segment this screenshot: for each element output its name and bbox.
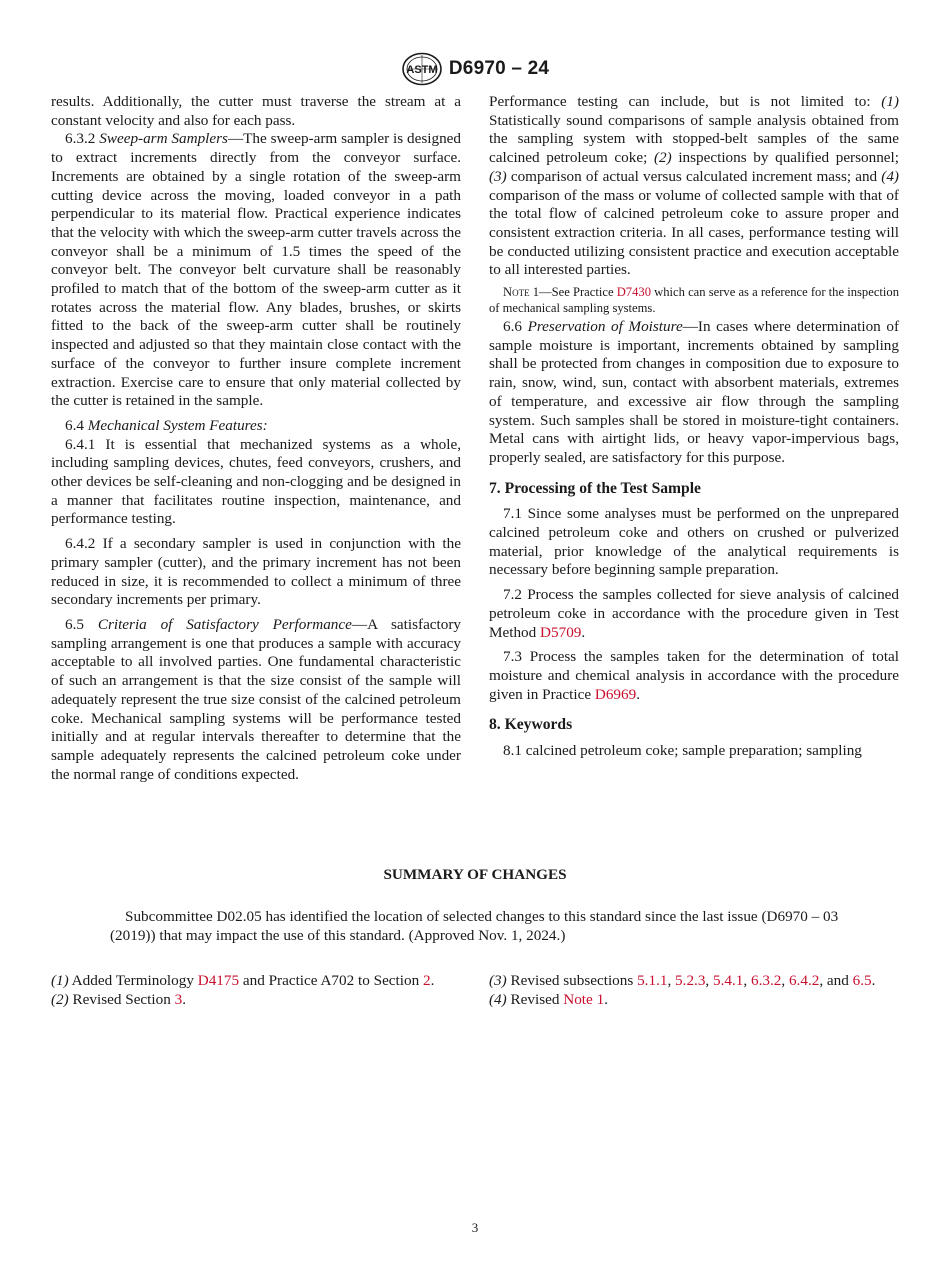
- section-7-3: 7.3 Process the samples taken for the determination of total moisture and chemical analysis in accordance with the procedure given in Practice D6969.: [489, 648, 899, 703]
- ref-link-d4175[interactable]: D4175: [197, 972, 240, 989]
- page-header: [0, 52, 950, 86]
- astm-logo-icon: [401, 52, 443, 86]
- performance-testing-paragraph: Performance testing can include, but is not limited to: (1) Statistically sound comparisons of sample analysis obtained from the sampling system with stopped-belt samples of the same calcined petroleum coke; (2) inspections by qualified personnel; (3) comparison of actual versus calculated increment mass; and (4) comparison of the mass or volume of collected sample with that of the total flow of calcined petroleum coke to assure proper and consistent extraction criteria. In all cases, performance testing will be conducted utilizing consistent practice and execution acceptable to all interested parties.: [489, 93, 899, 279]
- section-7-heading: 7. Processing of the Test Sample: [489, 479, 701, 497]
- ref-link-section-3[interactable]: 3: [174, 991, 183, 1008]
- section-7-2: 7.2 Process the samples collected for sieve analysis of calcined petroleum coke in accordance with the procedure given in Test Method D5709.: [489, 586, 899, 641]
- summary-intro: Subcommittee D02.05 has identified the location of selected changes to this standard since the last issue (D6970 – 03 (2019)) that may impact the use of this standard. (Approved Nov. 1, 2024.): [110, 908, 839, 944]
- ref-link-6-3-2[interactable]: 6.3.2: [750, 972, 782, 989]
- page-number: 3: [471, 1220, 479, 1235]
- section-6-4-1: 6.4.1 It is essential that mechanized systems as a whole, including sampling devices, chutes, feed conveyors, crushers, and other devices be self-cleaning and non-clogging and be designed in a manner that facilitates routine inspection, maintenance, and performance testing.: [51, 435, 461, 528]
- right-column: [489, 93, 899, 761]
- ref-link-d6969[interactable]: D6969: [594, 685, 637, 703]
- changes-right: [489, 971, 909, 1009]
- ref-link-section-2[interactable]: 2: [422, 972, 431, 989]
- section-6-5: 6.5 Criteria of Satisfactory Performance—A satisfactory sampling arrangement is one that produces a sample with accuracy acceptable to all involved parties. One fundamental characteristic of such an arrangement is that the size consist of the sample will adequately represent the true size consist of the calcined petroleum coke. Mechanical sampling systems will be performance tested initially and at regular intervals thereafter to determine that the sample adequately represents the calcined petroleum coke under the normal range of conditions expected.: [51, 615, 462, 783]
- change-item-1: (1) Added Terminology D4175 and Practice A702 to Section 2.: [51, 972, 435, 989]
- section-6-3-2: 6.3.2 Sweep-arm Samplers—The sweep-arm sampler is designed to extract increments directly from the conveyor surface. Increments are obtained by a single rotation of the sweep-arm cutting device across the moving, loaded conveyor in a path perpendicular to its material flow. Practical experience indicates that the velocity with which the sweep-arm cutter travels across the conveyor shall be a minimum of 1.5 times the speed of the conveyor belt. The conveyor belt curvature shall be reasonably profiled to match that of the bottom of the sweep-arm cutter as it rotates across the material flow. Any blades, brushes, or skirts fitted to the back of the sweep-arm cutter shall be routinely inspected and adjusted so that they maintain close contact with the surface of the conveyor to further insure complete increment extraction. Exercise care to ensure that only material collected by the cutter is retained in the sample.: [51, 130, 461, 410]
- changes-left: [51, 971, 471, 1009]
- ref-link-5-4-1[interactable]: 5.4.1: [713, 972, 744, 989]
- ref-link-5-2-3[interactable]: 5.2.3: [675, 972, 706, 989]
- change-item-4: (4) Revised Note 1.: [489, 991, 608, 1008]
- section-6-6: 6.6 Preservation of Moisture—In cases where determination of sample moisture is important, increments obtained by sampling shall be protected from changes in composition due to exposure to rain, snow, wind, sun, contact with absorbent materials, extremes of temperature, and excessive air flow through the sampling system. Such samples shall be stored in moisture-tight containers. Metal cans with airtight lids, or heavy vapor-impervious bags, properly sealed, are satisfactory for this purpose.: [489, 318, 899, 466]
- change-item-2: (2) Revised Section 3.: [51, 991, 186, 1008]
- left-column: [51, 93, 461, 784]
- summary-of-changes-title: SUMMARY OF CHANGES: [383, 866, 567, 883]
- note-1: Note 1—See Practice D7430 which can serve as a reference for the inspection of mechanical sampling systems.: [489, 285, 899, 316]
- sweep-arm-heading: Sweep-arm Samplers: [99, 130, 228, 148]
- ref-link-6-5[interactable]: 6.5: [852, 972, 872, 989]
- ref-link-d5709[interactable]: D5709: [540, 623, 582, 641]
- logo-text: ASTM: [406, 64, 438, 76]
- section-6-4: 6.4 Mechanical System Features:: [65, 416, 268, 434]
- change-item-3: (3) Revised subsections 5.1.1, 5.2.3, 5.4.1, 6.3.2, 6.4.2, and 6.5.: [489, 972, 876, 989]
- document-designation: D6970 – 24: [448, 58, 550, 79]
- ref-link-6-4-2[interactable]: 6.4.2: [788, 972, 820, 989]
- ref-link-5-1-1[interactable]: 5.1.1: [637, 972, 668, 989]
- section-8-1: 8.1 calcined petroleum coke; sample preparation; sampling: [503, 742, 862, 760]
- section-6-4-2: 6.4.2 If a secondary sampler is used in conjunction with the primary sampler (cutter), and the primary increment has not been reduced in size, it is recommended to collect a minimum of three secondary increments per primary.: [51, 535, 461, 609]
- preservation-heading: Preservation of Moisture: [527, 318, 683, 336]
- section-7-1: 7.1 Since some analyses must be performed on the unprepared calcined petroleum coke and others on crushed or pulverized material, prior knowledge of the analytical requirements is necessary before beginning sample preparation.: [489, 505, 899, 579]
- section-8-heading: 8. Keywords: [489, 716, 573, 734]
- mechanical-features-heading: Mechanical System Features:: [87, 416, 268, 434]
- paragraph-continuation: results. Additionally, the cutter must traverse the stream at a constant velocity and also for each pass.: [51, 93, 461, 129]
- ref-link-d7430[interactable]: D7430: [616, 285, 651, 300]
- criteria-heading: Criteria of Satisfactory Performance: [97, 615, 352, 633]
- ref-link-note-1[interactable]: Note 1: [563, 991, 605, 1008]
